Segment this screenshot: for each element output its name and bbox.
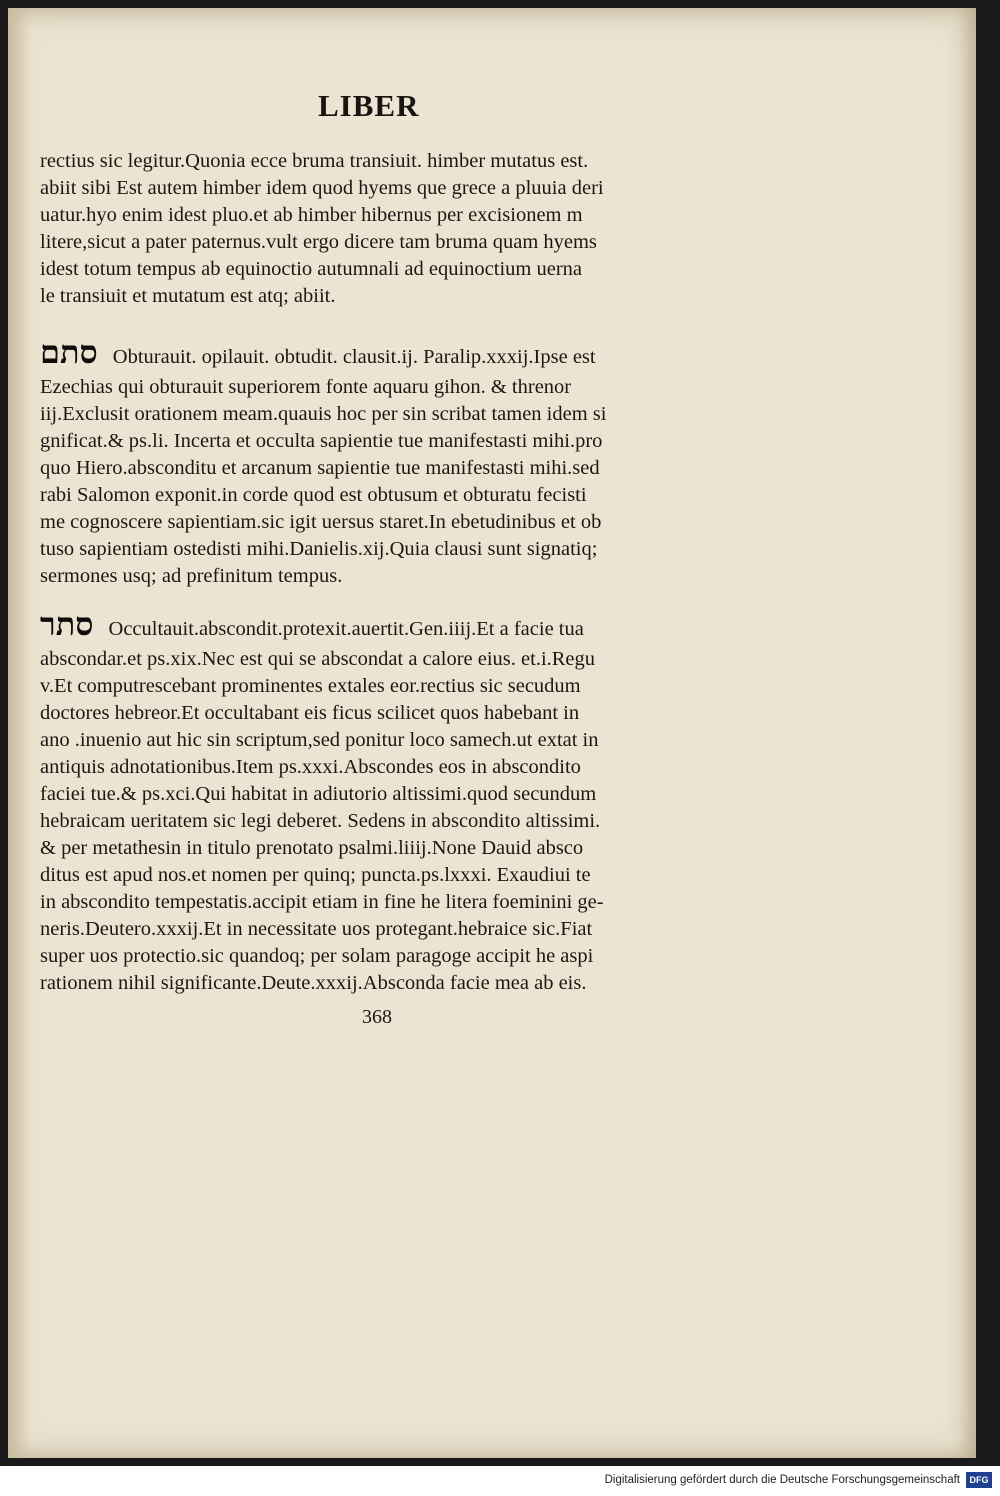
entry-body (40, 374, 700, 590)
text-line: quo Hiero.absconditu et arcanum sapientie tue manifestasti mihi.sed (40, 457, 600, 479)
hebrew-headword: סתם (40, 333, 98, 371)
text-line: in abscondito tempestatis.accipit etiam in fine he litera foeminini ge- (40, 891, 604, 913)
text-line: rabi Salomon exponit.in corde quod est obtusum et obturatu fecisti (40, 484, 587, 506)
entry-head (40, 334, 700, 370)
running-head: LIBER (318, 88, 420, 123)
text-line: tuso sapientiam ostedisti mihi.Danielis.xij.Quia clausi sunt signatiq; (40, 538, 598, 560)
entry-head-text: Occultauit.abscondit.protexit.auertit.Gen.iiij.Et a facie tua (108, 618, 584, 640)
footer-bar (0, 1466, 1000, 1496)
text-line: abscondar.et ps.xix.Nec est qui se abscondat a calore eius. et.i.Regu (40, 648, 596, 670)
funding-credit: Digitalisierung gefördert durch die Deutsche Forschungsgemeinschaft (604, 1474, 960, 1486)
text-line: le transiuit et mutatum est atq; abiit. (40, 285, 336, 307)
entry-head-text: Obturauit. opilauit. obtudit. clausit.ij. Paralip.xxxij.Ipse est (112, 346, 596, 368)
folio-number: 368 (362, 1006, 392, 1028)
text-line: ditus est apud nos.et nomen per quinq; puncta.ps.lxxxi. Exaudiui te (40, 864, 591, 886)
text-line: antiquis adnotationibus.Item ps.xxxi.Abscondes eos in abscondito (40, 756, 581, 778)
text-line: hebraicam ueritatem sic legi deberet. Sedens in abscondito altissimi. (40, 810, 601, 832)
entry-head (40, 606, 700, 642)
text-line: rationem nihil significante.Deute.xxxij.Absconda facie mea ab eis. (40, 972, 587, 994)
lexicon-entry-stm (40, 334, 700, 590)
text-line: abiit sibi Est autem himber idem quod hyems que grece a pluuia deri (40, 177, 604, 199)
text-line: Ezechias qui obturauit superiorem fonte aquaru gihon. & threnor (40, 376, 572, 398)
lexicon-entry-str (40, 606, 700, 997)
hebrew-headword: סתר (40, 605, 94, 643)
text-line: uatur.hyo enim idest pluo.et ab himber hibernus per excisionem m (40, 204, 583, 226)
text-line: super uos protectio.sic quandoq; per solam paragoge accipit he aspi (40, 945, 594, 967)
text-line: ano .inuenio aut hic sin scriptum,sed ponitur loco samech.ut extat in (40, 729, 599, 751)
text-line: doctores hebreor.Et occultabant eis ficus scilicet quos habebant in (40, 702, 580, 724)
entry-body (40, 646, 700, 997)
dfg-logo-icon: DFG (966, 1472, 992, 1488)
text-line: iij.Exclusit orationem meam.quauis hoc per sin scribat tamen idem si (40, 403, 607, 425)
text-line: idest totum tempus ab equinoctio autumnali ad equinoctium uerna (40, 258, 582, 280)
page-gutter-shadow (8, 8, 30, 1458)
text-line: neris.Deutero.xxxij.Et in necessitate uos protegant.hebraice sic.Fiat (40, 918, 593, 940)
text-line: v.Et computrescebant prominentes extales eor.rectius sic secudum (40, 675, 581, 697)
text-line: me cognoscere sapientiam.sic igit uersus staret.In ebetudinibus et ob (40, 511, 602, 533)
text-line: gnificat.& ps.li. Incerta et occulta sapientie tue manifestasti mihi.pro (40, 430, 603, 452)
text-line: litere,sicut a pater paternus.vult ergo dicere tam bruma quam hyems (40, 231, 597, 253)
continuation-paragraph (40, 148, 700, 310)
text-line: & per metathesin in titulo prenotato psalmi.liiij.None Dauid absco (40, 837, 584, 859)
text-line: sermones usq; ad prefinitum tempus. (40, 565, 343, 587)
text-line: rectius sic legitur.Quonia ecce bruma transiuit. himber mutatus est. (40, 150, 589, 172)
text-line: faciei tue.& ps.xci.Qui habitat in adiutorio altissimi.quod secundum (40, 783, 597, 805)
